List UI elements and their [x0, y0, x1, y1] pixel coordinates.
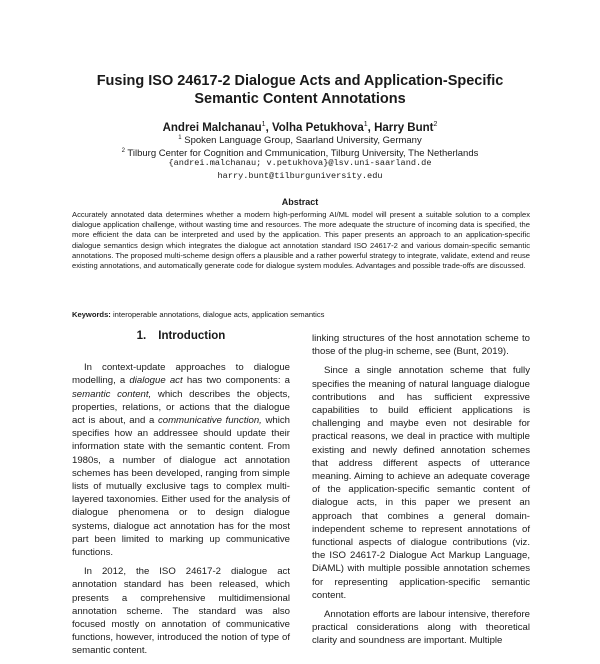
paragraph — [72, 361, 290, 559]
author-affil-mark: 1 — [363, 121, 368, 128]
text-run: has two components: a — [182, 375, 290, 387]
text-run-italic: communicative function, — [157, 415, 262, 427]
affiliation-mark: 2 — [121, 148, 125, 154]
author-affil-mark: 2 — [433, 121, 438, 128]
affiliation-text: Tilburg Center for Cognition and Cmmunication, Tilburg University, The Netherlands — [127, 148, 479, 160]
left-column — [72, 325, 290, 664]
abstract-body: Accurately annotated data determines whether a modern high-performing AI/ML model will present a suitable solution to a complex dialogue application challenge, without wasting time and resources. The more adequate the structure of incoming data is specified, the more efficient the data can be interpreted and used by the application. This paper presents an approach to an application-specific dialogue semantics design which integrates the dialogue act annotation standard ISO 24617-2 and various domain-specific semantic annotations. The proposed multi-scheme design offers a plausible and a rather powerful strategy to integrate, validate, extend and reuse existing annotations, and automatically generate code for dialogue system modules. Advantages and possible trade-offs are discussed. — [72, 210, 530, 271]
title-line-1: Fusing ISO 24617-2 Dialogue Acts and Application-Specific — [96, 73, 504, 89]
title-line-2: Semantic Content Annotations — [194, 91, 406, 107]
section-title: Introduction — [158, 330, 226, 342]
text-run: which specifies how an addressee should update their information state with the semantic content. From 1980s, a number of dialogue act annotation schemes has been developed, ranging from simple lists of mutually exclusive tags to complex multi-layered taxonomies. Either used for the analysis of dialogue phenomena or to design dialogue systems, dialogue act annotation has for the most part been limited to marking up communicative functions. — [72, 415, 290, 559]
author-name: Volha Petukhova — [271, 121, 364, 134]
paragraph: Since a single annotation scheme that fully specifies the meaning of natural language dialogue contributions and has sufficient expressive capabilities to build efficient applications is challenging and maybe even not desirable for practical reasons, we deal in practice with multiple existing and newly defined annotation schemes that address different aspects of utterance meaning. Aiming to achieve an adequate coverage of the application-specific semantic content of dialogue acts, in this paper we present an approach that combines a general domain-independent scheme to represent annotations of functional aspects of dialogue contributions (viz. the ISO 24617-2 Dialogue Act Markup Language, DiAML) with multiple possible annotation schemes for representing application-specific semantic content. — [312, 365, 530, 601]
text-run: which describes the objects, properties, relations, or actions that the dialogue act is about, and a — [72, 388, 290, 427]
author-name: Harry Bunt — [374, 121, 434, 134]
author-name: Andrei Malchanau — [162, 121, 262, 134]
affiliation-mark: 1 — [178, 135, 182, 141]
text-run-italic: dialogue act — [129, 375, 183, 387]
abstract-heading: Abstract — [281, 197, 319, 207]
paragraph: Annotation efforts are labour intensive, therefore practical considerations along with theoretical clarity and soundness are important. Multiple — [312, 609, 530, 647]
section-heading — [72, 330, 290, 343]
paragraph: linking structures of the host annotation scheme to those of the plug-in scheme, see (Bunt, 2019). — [312, 333, 530, 358]
keywords-label: Keywords: — [72, 310, 111, 319]
paragraph: In 2012, the ISO 24617-2 dialogue act annotation standard has been released, which presents a comprehensive multidimensional annotation scheme. The standard was also focused mostly on annotation of communicative functions, however, introduced the notion of type of semantic content. — [72, 566, 290, 657]
text-run-italic: semantic content, — [72, 388, 152, 400]
paper-title — [40, 72, 560, 108]
affiliation-text: Spoken Language Group, Saarland University, Germany — [184, 135, 422, 147]
email-line-2: harry.bunt@tilburguniversity.edu — [217, 171, 383, 181]
keywords-text: interoperable annotations, dialogue acts, application semantics — [112, 310, 325, 319]
email-line-1: {andrei.malchanau; v.petukhova}@lsv.uni-saarland.de — [168, 158, 432, 168]
section-number: 1. — [136, 330, 147, 342]
text-run: In context-update approaches to dialogue modelling, a — [72, 362, 290, 387]
author-affil-mark: 1 — [261, 121, 266, 128]
keywords — [72, 310, 530, 320]
right-column — [312, 332, 530, 654]
author-list: Andrei Malchanau$^1$, Volha Petukhova$^1$, Harry Bunt$^2$ — [162, 121, 438, 134]
